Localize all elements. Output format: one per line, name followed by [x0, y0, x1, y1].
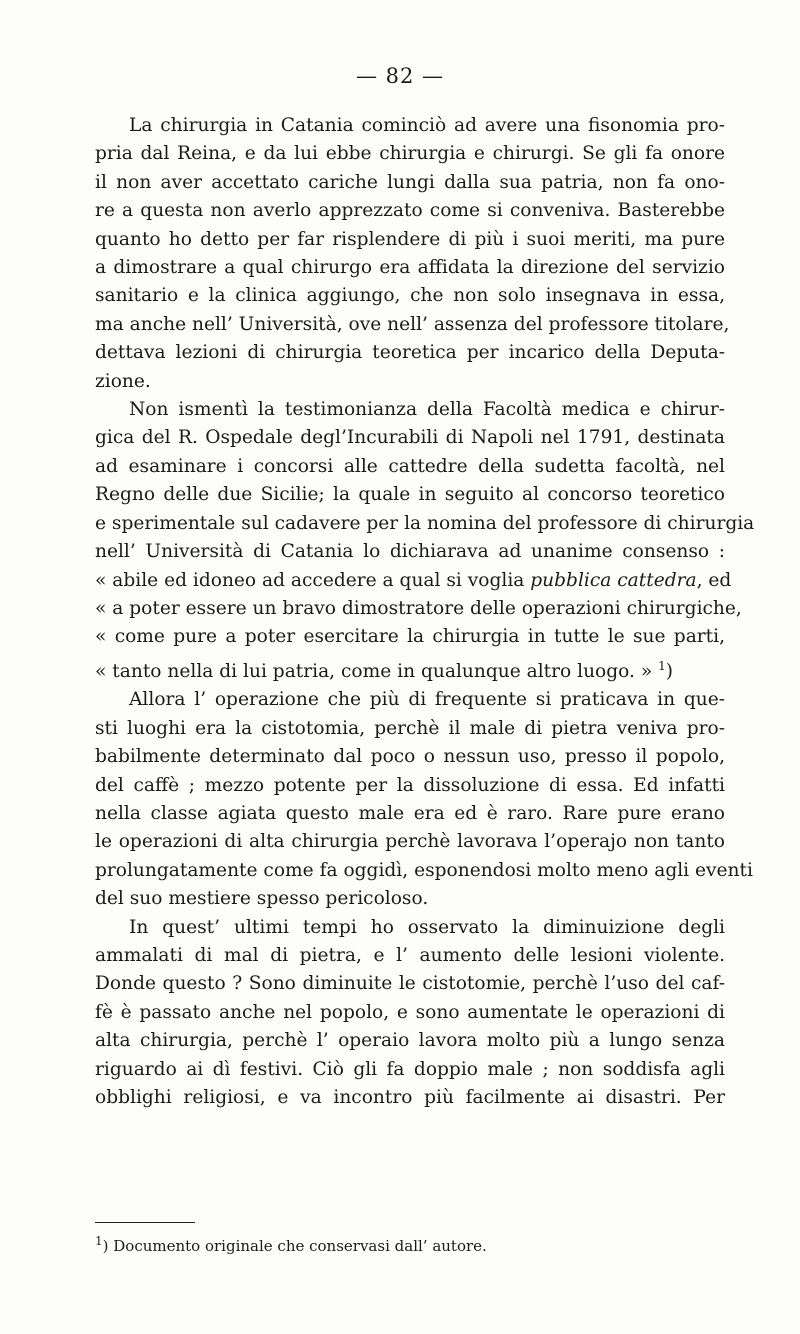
text-line: nella classe agiata questo male era ed è raro. Rare pure erano [95, 802, 725, 824]
page-number: — 82 — [355, 64, 445, 88]
text-line-quote [95, 652, 725, 687]
text-line: le operazioni di alta chirurgia perchè lavorava l’operajo non tanto [95, 831, 725, 853]
text-line: dettava lezioni di chirurgia teoretica per incarico della Deputa- [95, 342, 725, 364]
text-line: fè è passato anche nel popolo, e sono aumentate le operazioni di [95, 1001, 725, 1023]
text-line: a dimostrare a qual chirurgo era affidata la direzione del servizio [95, 257, 725, 279]
text-line: del suo mestiere spesso pericoloso. [95, 888, 429, 910]
text-line: Non ismentì la testimonianza della Facoltà medica e chirur- [129, 399, 725, 421]
text-line: ma anche nell’ Università, ove nell’ assenza del professore titolare, [95, 313, 730, 335]
text-line: obblighi religiosi, e va incontro più facilmente ai disastri. Per [95, 1087, 725, 1108]
text-line: nell’ Università di Catania lo dichiarava ad unanime consenso : [95, 541, 725, 563]
text-line: « come pure a poter esercitare la chirurgia in tutte le sue parti, [95, 626, 725, 648]
text-line: riguardo ai dì festivi. Ciò gli fa doppio male ; non soddisfa agli [95, 1058, 725, 1080]
text-line: ammalati di mal di pietra, e l’ aumento delle lesioni violente. [95, 944, 725, 966]
footnote-marker-paren: ) [102, 1237, 109, 1255]
text-line: sanitario e la clinica aggiungo, che non solo insegnava in essa, [95, 285, 725, 307]
text-line: babilmente determinato dal poco o nessun uso, presso il popolo, [95, 746, 725, 768]
quote-text: , ed [696, 569, 732, 591]
quote-text: « abile ed idoneo ad accedere a qual si voglia [95, 569, 531, 591]
text-line: quanto ho detto per far risplendere di più i suoi meriti, ma pure [95, 228, 725, 250]
text-line-quote [95, 567, 732, 595]
footnote-ref: 1 [658, 658, 666, 673]
text-line: sti luoghi era la cistotomia, perchè il male di pietra veniva pro- [95, 717, 725, 739]
footnote [95, 1230, 725, 1257]
text-line: Regno delle due Sicilie; la quale in seguito al concorso teoretico [95, 484, 725, 506]
text-line: prolungatamente come fa oggidì, esponendosi molto meno agli eventi [95, 859, 753, 881]
text-line: alta chirurgia, perchè l’ operaio lavora molto più a lungo senza [95, 1030, 725, 1052]
text-line: gica del R. Ospedale degl’Incurabili di Napoli nel 1791, destinata [95, 427, 725, 449]
text-line: Donde questo ? Sono diminuite le cistotomie, perchè l’uso del caf- [95, 973, 725, 995]
text-line: La chirurgia in Catania cominciò ad avere una fisonomia pro- [129, 115, 725, 136]
text-line: zione. [95, 370, 151, 392]
footnote-marker: 1 [95, 1234, 103, 1248]
footnote-text: Documento originale che conservasi dall’ autore. [108, 1237, 487, 1255]
body-text [95, 112, 755, 1112]
text-line: e sperimentale sul cadavere per la nomina del professore di chirurgia [95, 512, 755, 534]
text-line: il non aver accettato cariche lungi dalla sua patria, non fa ono- [95, 171, 725, 193]
quote-text: « tanto nella di lui patria, come in qualunque altro luogo. » [95, 660, 659, 682]
text-line: pria dal Reina, e da lui ebbe chirurgia e chirurgi. Se gli fa onore [95, 143, 725, 165]
text-line: re a questa non averlo apprezzato come si conveniva. Basterebbe [95, 200, 725, 222]
footnote-ref-paren: ) [665, 660, 674, 682]
text-line: ad esaminare i concorsi alle cattedre della sudetta facoltà, nel [95, 455, 725, 477]
text-line: Allora l’ operazione che più di frequente si praticava in que- [129, 689, 725, 711]
text-line: In quest’ ultimi tempi ho osservato la diminuizione degli [129, 916, 725, 938]
italic-phrase: pubblica cattedra [530, 569, 697, 591]
text-line: del caffè ; mezzo potente per la dissoluzione di essa. Ed infatti [95, 774, 725, 796]
text-line: « a poter essere un bravo dimostratore delle operazioni chirurgiche, [95, 597, 742, 619]
footnote-divider [95, 1222, 195, 1223]
